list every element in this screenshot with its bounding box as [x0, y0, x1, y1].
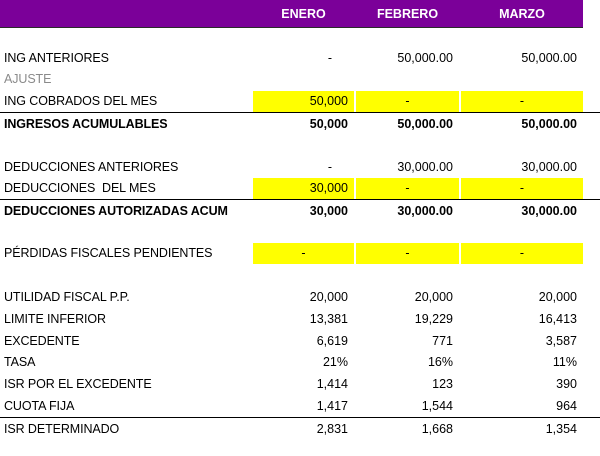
row-ing-cobrados — [0, 91, 600, 113]
cell-enero[interactable]: 13,381 — [309, 312, 348, 326]
cell-enero[interactable]: - — [253, 243, 354, 264]
cell-marzo[interactable]: 20,000 — [538, 290, 577, 304]
cell-marzo[interactable]: 1,354 — [545, 422, 577, 436]
cell-enero[interactable]: 2,831 — [316, 422, 348, 436]
cell-marzo[interactable]: - — [461, 243, 583, 264]
cell-marzo[interactable]: - — [461, 178, 583, 199]
col-header-marzo[interactable]: MARZO — [499, 7, 545, 21]
row-label[interactable]: CUOTA FIJA — [4, 399, 75, 413]
row-deducciones-anteriores — [0, 157, 600, 178]
cell-marzo[interactable]: 390 — [556, 377, 577, 391]
row-label[interactable]: LIMITE INFERIOR — [4, 312, 106, 326]
cell-enero[interactable]: 20,000 — [309, 290, 348, 304]
row-label[interactable]: TASA — [4, 355, 36, 369]
row-label[interactable]: DEDUCCIONES DEL MES — [4, 181, 156, 195]
cell-enero[interactable]: 21% — [322, 355, 348, 369]
cell-enero[interactable]: 30,000 — [309, 204, 348, 218]
row-label[interactable]: DEDUCCIONES ANTERIORES — [4, 160, 179, 174]
cell-febrero[interactable]: 1,544 — [421, 399, 453, 413]
cell-enero[interactable]: 30,000 — [253, 178, 354, 199]
cell-enero[interactable]: 50,000 — [309, 117, 348, 131]
cell-marzo[interactable]: 50,000.00 — [521, 51, 577, 65]
cell-enero[interactable]: 50,000 — [253, 91, 354, 112]
row-label[interactable]: EXCEDENTE — [4, 334, 80, 348]
row-label[interactable]: UTILIDAD FISCAL P.P. — [4, 290, 130, 304]
row-excedente — [0, 331, 600, 352]
row-utilidad-fiscal — [0, 287, 600, 308]
cell-febrero[interactable]: - — [356, 243, 459, 264]
cell-marzo[interactable]: 16,413 — [538, 312, 577, 326]
cell-marzo[interactable]: 50,000.00 — [521, 117, 577, 131]
cell-febrero[interactable]: 1,668 — [421, 422, 453, 436]
cell-marzo[interactable]: - — [461, 91, 583, 112]
cell-marzo[interactable]: 11% — [552, 355, 577, 369]
cell-enero[interactable]: - — [327, 51, 332, 65]
cell-febrero[interactable]: 20,000 — [414, 290, 453, 304]
cell-febrero[interactable]: 123 — [432, 377, 453, 391]
cell-enero[interactable]: - — [327, 160, 332, 174]
row-ingresos-acumulables — [0, 114, 600, 135]
cell-febrero[interactable]: 50,000.00 — [397, 51, 453, 65]
row-label[interactable]: DEDUCCIONES AUTORIZADAS ACUM — [4, 204, 228, 218]
cell-febrero[interactable]: - — [356, 91, 459, 112]
cell-enero[interactable]: 1,414 — [316, 377, 348, 391]
cell-marzo[interactable]: 3,587 — [545, 334, 577, 348]
cell-febrero[interactable]: 30,000.00 — [397, 160, 453, 174]
row-isr-excedente — [0, 374, 600, 395]
cell-febrero[interactable]: - — [356, 178, 459, 199]
cell-febrero[interactable]: 30,000.00 — [397, 204, 453, 218]
row-tasa — [0, 352, 600, 373]
header-row — [0, 0, 583, 28]
cell-enero[interactable]: 6,619 — [316, 334, 348, 348]
col-header-enero[interactable]: ENERO — [281, 7, 326, 21]
cell-marzo[interactable]: 964 — [556, 399, 577, 413]
row-label[interactable]: ING ANTERIORES — [4, 51, 109, 65]
row-label[interactable]: ISR POR EL EXCEDENTE — [4, 377, 152, 391]
cell-febrero[interactable]: 19,229 — [414, 312, 453, 326]
row-deducciones-autorizadas — [0, 201, 600, 222]
cell-febrero[interactable]: 771 — [432, 334, 453, 348]
cell-enero[interactable]: 1,417 — [316, 399, 348, 413]
col-header-febrero[interactable]: FEBRERO — [376, 7, 439, 21]
row-label[interactable]: ISR DETERMINADO — [4, 422, 120, 436]
row-label[interactable]: INGRESOS ACUMULABLES — [4, 117, 168, 131]
row-label[interactable]: ING COBRADOS DEL MES — [4, 94, 158, 108]
row-isr-determinado — [0, 419, 600, 440]
cell-marzo[interactable]: 30,000.00 — [521, 204, 577, 218]
row-cuota-fija — [0, 396, 600, 418]
row-perdidas-fiscales — [0, 243, 600, 264]
row-ajuste — [0, 69, 600, 90]
row-label[interactable]: AJUSTE — [4, 72, 52, 86]
row-deducciones-mes — [0, 178, 600, 200]
row-ing-anteriores — [0, 48, 600, 69]
cell-marzo[interactable]: 30,000.00 — [521, 160, 577, 174]
cell-febrero[interactable]: 16% — [427, 355, 453, 369]
cell-febrero[interactable]: 50,000.00 — [397, 117, 453, 131]
row-limite-inferior — [0, 309, 600, 330]
row-label[interactable]: PÉRDIDAS FISCALES PENDIENTES — [4, 246, 213, 260]
